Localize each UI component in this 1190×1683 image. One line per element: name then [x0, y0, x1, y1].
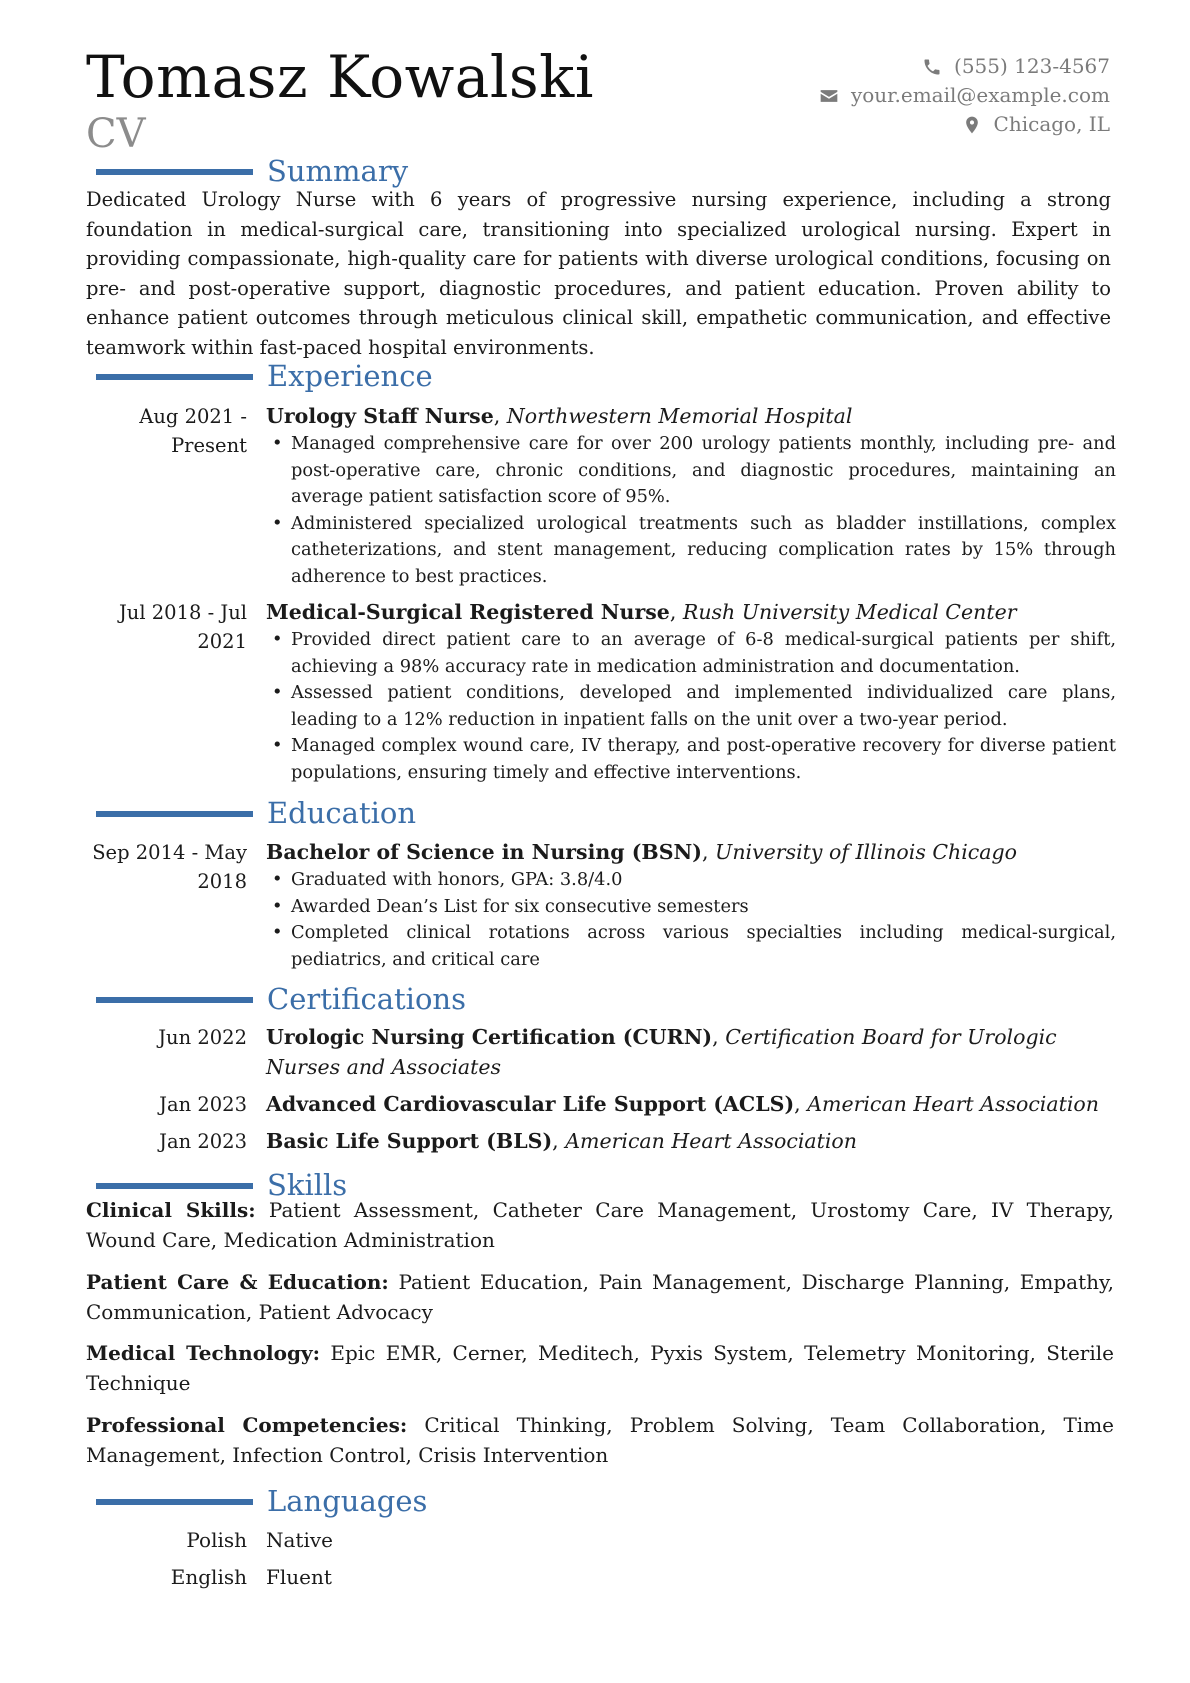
bullet-item: • Managed complex wound care, IV therapy, and post-operative recovery for diverse patient populations, ensuring timely and effective interventions.: [266, 733, 1116, 786]
cert-issuer: American Heart Association: [565, 1129, 857, 1153]
bullet-list: [266, 627, 1116, 786]
section-title-experience: Experience: [267, 359, 433, 393]
section-header-languages: [96, 1483, 427, 1519]
bullet-item: • Awarded Dean’s List for six consecutive semesters: [266, 894, 1116, 921]
section-title-languages: Languages: [267, 1484, 428, 1518]
contact-block: [819, 52, 1110, 139]
map-pin-icon: [962, 115, 982, 135]
entry-body: Basic Life Support (BLS), American Heart Association: [266, 1129, 857, 1153]
entry-title-line: Medical-Surgical Registered Nurse, Rush University Medical Center: [266, 600, 1017, 624]
date-line: 2018: [197, 870, 247, 893]
language-level: Native: [266, 1528, 333, 1552]
job-title: Urology Staff Nurse: [266, 404, 494, 428]
skill-group-items: Patient Education, Pain Management, Discharge Planning, Empathy, Communication, Patient Advocacy: [86, 1270, 1115, 1324]
entry-date: [86, 838, 247, 896]
section-header-experience: [96, 358, 433, 394]
date-line: Aug 2021 -: [139, 405, 247, 428]
skill-group-label: Medical Technology:: [86, 1341, 320, 1365]
bullet-item: • Graduated with honors, GPA: 3.8/4.0: [266, 867, 1116, 894]
skill-group-label: Clinical Skills:: [86, 1198, 256, 1222]
section-title-education: Education: [267, 796, 417, 830]
skill-group: [86, 1196, 1114, 1255]
bullet-item: • Managed comprehensive care for over 200 urology patients monthly, including pre- and post-operative care, chronic conditions, and diagnostic procedures, maintaining an average patient satisfaction score of 95%.: [266, 431, 1116, 511]
section-header-summary: [96, 153, 408, 189]
skill-group-items: Patient Assessment, Catheter Care Management, Urostomy Care, IV Therapy, Wound Care, Medication Administration: [86, 1198, 1115, 1252]
job-title: Medical-Surgical Registered Nurse: [266, 600, 670, 624]
entry-title-line: Urology Staff Nurse, Northwestern Memorial Hospital: [266, 404, 853, 428]
bullet-list: [266, 867, 1116, 973]
institution: University of Illinois Chicago: [715, 840, 1017, 864]
skill-group: [86, 1339, 1114, 1398]
location-text: Chicago, IL: [993, 112, 1110, 136]
section-accent-bar: [96, 169, 253, 175]
skill-group-items: Epic EMR, Cerner, Meditech, Pyxis System, Telemetry Monitoring, Sterile Technique: [86, 1341, 1114, 1395]
summary-text: Dedicated Urology Nurse with 6 years of progressive nursing experience, including a strong foundation in medical-surgical care, transitioning into specialized urological nursing. Expert in providing compassionate, high-quality care for patients with diverse urological conditions, focusing on pre- and post-operative support, diagnostic procedures, and patient education. Proven ability to enhance patient outcomes through meticulous clinical skill, empathetic communication, and effective teamwork within fast-paced hospital environments.: [86, 188, 1111, 359]
entry-body: [266, 598, 1116, 786]
bullet-item: • Provided direct patient care to an average of 6-8 medical-surgical patients per shift, achieving a 98% accuracy rate in medication administration and documentation.: [266, 627, 1116, 680]
skill-group-items: Critical Thinking, Problem Solving, Team Collaboration, Time Management, Infection Control, Crisis Intervention: [86, 1413, 1115, 1467]
section-header-education: [96, 795, 416, 831]
contact-email[interactable]: [819, 81, 1110, 110]
bullet-item: • Administered specialized urological treatments such as bladder instillations, complex catheterizations, and stent management, reducing complication rates by 15% through adherence to best practices.: [266, 511, 1116, 591]
entry-body: [266, 402, 1116, 590]
entry-body: Urologic Nursing Certification (CURN), Certification Board for Urologic Nurses and Associates: [266, 1025, 1057, 1079]
bullet-item: • Assessed patient conditions, developed and implemented individualized care plans, leading to a 12% reduction in inpatient falls on the unit over a two-year period.: [266, 680, 1116, 733]
entry-date: Jan 2023: [159, 1130, 247, 1153]
section-header-certifications: [96, 981, 466, 1017]
section-accent-bar: [96, 1499, 253, 1505]
section-title-skills: Skills: [267, 1168, 348, 1202]
section-accent-bar: [96, 374, 253, 380]
section-accent-bar: [96, 1183, 253, 1189]
cert-title: Urologic Nursing Certification (CURN): [266, 1025, 713, 1049]
entry-date: Jun 2022: [158, 1026, 247, 1049]
section-title-certifications: Certifications: [267, 982, 466, 1016]
language-level: Fluent: [266, 1565, 332, 1589]
entry-date: [86, 402, 247, 460]
phone-icon: [922, 57, 942, 77]
date-line: Jul 2018 - Jul: [118, 601, 247, 624]
date-line: Present: [171, 434, 247, 457]
skill-group: [86, 1411, 1114, 1470]
email-text: your.email@example.com: [850, 83, 1110, 107]
section-title-summary: Summary: [267, 154, 409, 188]
language-name: Polish: [186, 1528, 247, 1552]
degree-title: Bachelor of Science in Nursing (BSN): [266, 840, 702, 864]
date-line: Sep 2014 - May: [92, 841, 247, 864]
cert-title: Advanced Cardiovascular Life Support (ACLS): [266, 1092, 795, 1116]
bullet-item: • Completed clinical rotations across various specialties including medical-surgical, pediatrics, and critical care: [266, 920, 1116, 973]
cert-issuer: American Heart Association: [807, 1092, 1099, 1116]
contact-phone[interactable]: [819, 52, 1110, 81]
employer: Northwestern Memorial Hospital: [506, 404, 853, 428]
entry-title-line: Bachelor of Science in Nursing (BSN), University of Illinois Chicago: [266, 840, 1017, 864]
entry-date: [86, 598, 247, 656]
skill-group-label: Professional Competencies:: [86, 1413, 408, 1437]
section-accent-bar: [96, 811, 253, 817]
cert-issuer: Certification Board for Urologic Nurses and Associates: [266, 1025, 1057, 1079]
person-name: Tomasz Kowalski: [86, 43, 594, 111]
entry-date: Jan 2023: [159, 1093, 247, 1116]
contact-location: [819, 110, 1110, 139]
date-line: 2021: [197, 630, 247, 653]
language-name: English: [170, 1565, 247, 1589]
cert-title: Basic Life Support (BLS): [266, 1129, 553, 1153]
phone-text: (555) 123-4567: [954, 54, 1110, 78]
entry-body: [266, 838, 1116, 973]
document-subtitle: CV: [86, 111, 146, 157]
bullet-list: [266, 431, 1116, 590]
skill-group-label: Patient Care & Education:: [86, 1270, 389, 1294]
skill-group: [86, 1268, 1114, 1327]
entry-body: Advanced Cardiovascular Life Support (ACLS), American Heart Association: [266, 1092, 1099, 1116]
employer: Rush University Medical Center: [682, 600, 1017, 624]
section-accent-bar: [96, 997, 253, 1003]
envelope-icon: [819, 86, 839, 106]
